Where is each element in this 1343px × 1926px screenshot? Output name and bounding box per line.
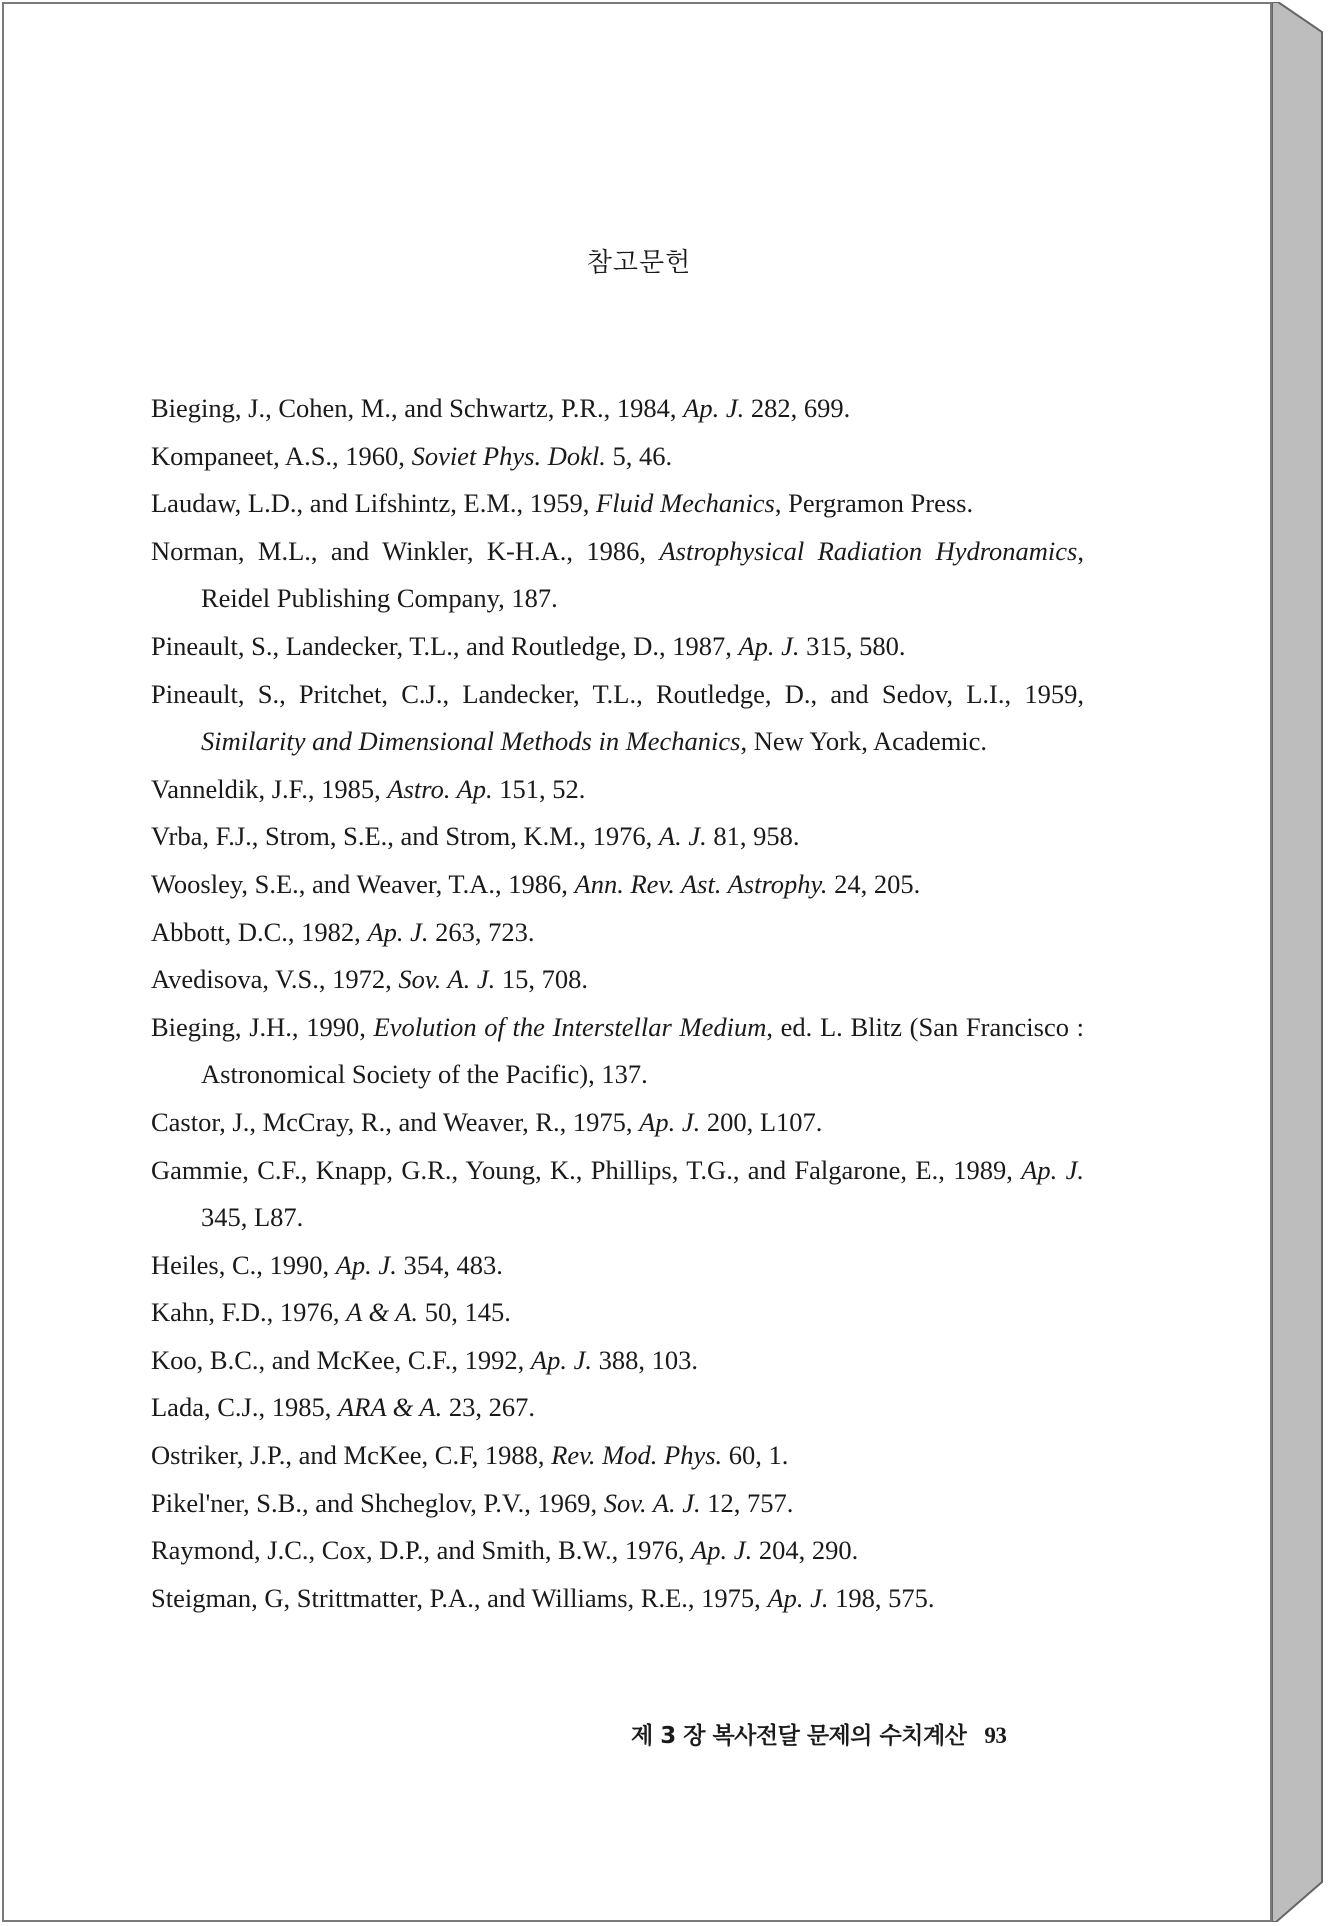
reference-entry [151,1147,1084,1242]
reference-entry [151,1527,1084,1575]
reference-text: 50, 145. [418,1297,511,1328]
reference-entry [151,1575,1084,1623]
reference-list [151,385,1084,1622]
reference-text: 345, L87. [201,1202,304,1233]
reference-text: 15, 708. [495,964,588,995]
reference-entry [151,766,1084,814]
reference-text: Pineault, S., Pritchet, C.J., Landecker, T.L., Routledge, D., and Sedov, L.I., 1959, [151,678,1084,709]
reference-text: 263, 723. [428,916,535,947]
reference-text: Kahn, F.D., 1976, [151,1297,347,1328]
reference-entry [151,956,1084,1004]
reference-source: Ap. J. [767,1582,829,1613]
reference-text: , ed. L. Blitz (San Francisco : Astronomical Society of the Pacific), 137. [201,1011,1084,1090]
reference-source: Sov. A. J. [603,1487,701,1518]
reference-entry [151,813,1084,861]
reference-text: Kompaneet, A.S., 1960, [151,440,412,471]
reference-text: 60, 1. [722,1440,789,1471]
reference-text: 354, 483. [396,1249,503,1280]
reference-entry [151,909,1084,957]
reference-text: 151, 52. [492,773,586,804]
book-page [2,2,1272,1922]
reference-entry [151,1337,1084,1385]
reference-text: 200, L107. [700,1106,823,1137]
reference-entry [151,623,1084,671]
reference-source: Similarity and Dimensional Methods in Mechanics [201,726,741,757]
reference-source: Ap. J. [691,1535,753,1566]
reference-source: Evolution of the Interstellar Medium [373,1011,767,1042]
reference-text: 204, 290. [752,1535,859,1566]
reference-source: Fluid Mechanics [596,488,775,519]
reference-entry [151,480,1084,528]
reference-text: Vanneldik, J.F., 1985, [151,773,388,804]
reference-entry [151,1099,1084,1147]
reference-entry [151,1289,1084,1337]
reference-source: Ap. J. [738,630,800,661]
reference-source: Soviet Phys. Dokl. [411,440,606,471]
reference-source: ARA & A. [337,1392,443,1423]
reference-text: 23, 267. [442,1392,535,1423]
reference-text: Ostriker, J.P., and McKee, C.F, 1988, [151,1440,552,1471]
reference-text: Pineault, S., Landecker, T.L., and Routledge, D., 1987, [151,630,739,661]
reference-entry [151,1242,1084,1290]
reference-text: Bieging, J.H., 1990, [151,1011,374,1042]
reference-text: 388, 103. [591,1344,698,1375]
reference-entry [151,861,1084,909]
reference-text: , Pergramon Press. [774,488,974,519]
reference-source: Ap. J. [530,1344,592,1375]
reference-entry [151,1384,1084,1432]
reference-source: A & A. [346,1297,419,1328]
reference-text: Raymond, J.C., Cox, D.P., and Smith, B.W., 1976, [151,1535,692,1566]
reference-entry [151,385,1084,433]
reference-text: , Reidel Publishing Company, 187. [201,535,1084,614]
reference-text: Laudaw, L.D., and Lifshintz, E.M., 1959, [151,488,597,519]
reference-text: Bieging, J., Cohen, M., and Schwartz, P.R., 1984, [151,393,684,423]
running-footer [631,1717,1006,1750]
reference-source: A. J. [658,821,707,852]
reference-entry [151,1480,1084,1528]
page-stack-edge [1272,2,1324,1922]
reference-entry [151,1004,1084,1099]
reference-source: Astrophysical Radiation Hydronamics [659,535,1078,566]
reference-text: Lada, C.J., 1985, [151,1392,338,1423]
reference-text: 12, 757. [700,1487,794,1518]
reference-source: Ap. J. [367,916,429,947]
reference-text: Pikel'ner, S.B., and Shcheglov, P.V., 1969, [151,1487,604,1518]
reference-text: Woosley, S.E., and Weaver, T.A., 1986, [151,868,575,899]
reference-source: Ap. J. [335,1249,397,1280]
reference-source: Astro. Ap. [387,773,493,804]
reference-text: 24, 205. [827,868,921,899]
reference-text: 5, 46. [605,440,673,471]
reference-text: 282, 699. [744,393,851,423]
reference-text: , New York, Academic. [740,726,988,757]
reference-entry [151,1432,1084,1480]
reference-text: 81, 958. [706,821,800,852]
chapter-title: 제 3 장 복사전달 문제의 수치계산 [631,1723,967,1749]
reference-source: Ap. J. [683,393,745,423]
reference-source: Ap. J. [1021,1154,1085,1185]
reference-text: Gammie, C.F., Knapp, G.R., Young, K., Phillips, T.G., and Falgarone, E., 1989, [151,1154,1022,1185]
reference-text: Heiles, C., 1990, [151,1249,336,1280]
reference-text: Castor, J., McCray, R., and Weaver, R., 1975, [151,1106,640,1137]
reference-text: Avedisova, V.S., 1972, [151,964,399,995]
reference-source: Rev. Mod. Phys. [551,1440,723,1471]
reference-entry [151,671,1084,766]
reference-text: Abbott, D.C., 1982, [151,916,368,947]
reference-source: Ann. Rev. Ast. Astrophy. [574,868,828,899]
reference-entry [151,433,1084,481]
reference-source: Ap. J. [639,1106,701,1137]
reference-text: Steigman, G, Strittmatter, P.A., and Williams, R.E., 1975, [151,1582,768,1613]
reference-text: 315, 580. [799,630,906,661]
reference-text: Norman, M.L., and Winkler, K-H.A., 1986, [151,535,660,566]
page-number: 93 [984,1723,1007,1748]
reference-text: 198, 575. [828,1582,935,1613]
reference-entry [151,528,1084,623]
page-title: 참고문헌 [586,248,692,278]
reference-source: Sov. A. J. [398,964,496,995]
reference-text: Koo, B.C., and McKee, C.F., 1992, [151,1344,531,1375]
reference-text: Vrba, F.J., Strom, S.E., and Strom, K.M., 1976, [151,821,659,852]
